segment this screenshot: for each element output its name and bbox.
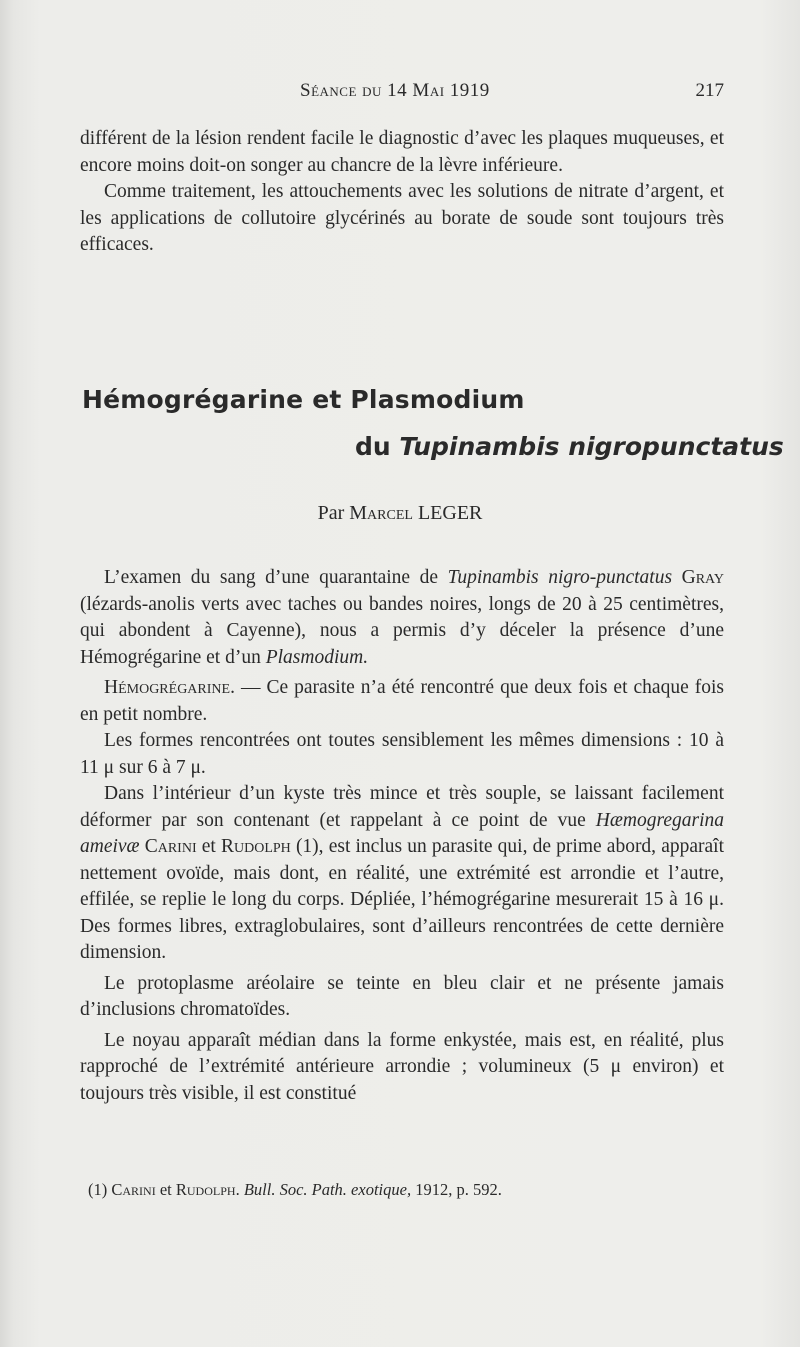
paragraph: différent de la lésion rendent facile le diagnostic d’avec les plaques muqueuses, et encore moins doit-on songer au chancre de la lèvre inférieure.: [80, 128, 724, 176]
article-title-line2: [355, 432, 784, 461]
running-header: [80, 80, 724, 110]
paragraph: Comme traitement, les attouchements avec les solutions de nitrate d’argent, et les applications de collutoire glycérinés au borate de soude sont toujours très efficaces.: [80, 181, 724, 255]
author-firstname: Marcel: [349, 502, 413, 524]
paragraph: Le protoplasme aréolaire se teinte en bleu clair et ne présente jamais d’inclusions chromatoïdes.: [80, 972, 724, 1020]
paragraph: Le noyau apparaît médian dans la forme enkystée, mais est, en réalité, plus rapproché de l’extrémité antérieure arrondie ; volumineux (5 μ environ) et toujours très visible, il est constitué: [80, 1029, 724, 1104]
byline: [0, 502, 800, 525]
species-name: Hæmogregarina ameivæ: [80, 809, 724, 857]
footnote: [88, 1180, 502, 1200]
page-number: 217: [695, 80, 724, 101]
author-name: Rudolph.: [175, 1180, 240, 1199]
species-name: Tupinambis nigro-punctatus: [447, 567, 673, 588]
byline-prefix: Par: [317, 502, 350, 524]
text-run: 1912, p. 592.: [411, 1180, 502, 1199]
article-title-line1: Hémogrégarine et Plasmodium: [82, 385, 525, 414]
text-run: (lézards-anolis verts avec taches ou bandes noires, longs de 20 à 25 centimètres, qui abondent à Cayenne), nous a permis d’y déceler la présence d’une Hémogrégarine et d’un: [80, 593, 724, 668]
text-run: (1), est inclus un parasite qui, de prime abord, apparaît nettement ovoïde, mais dont, en réalité, une extrémité est arrondie et l’autre, effilée, se replie le long du corps. Dépliée, l’hémogrégarine mesurerait 15 à 16 μ. Des formes libres, extraglobulaires, sont d’ailleurs rencontrées de cette dernière dimension.: [80, 836, 724, 963]
text-run: L’examen du sang d’une quarantaine de: [104, 567, 448, 588]
author-name: Carini: [139, 836, 197, 857]
author-name: Carini: [111, 1180, 156, 1199]
author-surname: LEGER: [412, 502, 483, 524]
article-body: [80, 565, 724, 1107]
footnote-marker: (1): [88, 1180, 112, 1199]
author-name: Gray: [681, 567, 724, 588]
genus-name: Plasmodium.: [265, 646, 369, 668]
running-title: Séance du 14 Mai 1919: [300, 80, 490, 101]
paragraph: Les formes rencontrées ont toutes sensiblement les mêmes dimensions : 10 à 11 μ sur 6 à 7 μ.: [80, 730, 724, 778]
author-name: Rudolph: [221, 836, 291, 857]
title-prefix: du: [355, 432, 400, 461]
continuation-text: [80, 126, 724, 259]
paragraph: [80, 781, 724, 967]
paragraph: [80, 675, 724, 728]
text-run: et: [196, 836, 221, 857]
paragraph: [80, 565, 724, 671]
text-run: et: [155, 1180, 176, 1199]
section-heading: Hémogrégarine.: [104, 677, 235, 698]
text-run: — Ce parasite n’a été rencontré que deux fois et chaque fois en petit nombre.: [80, 677, 724, 725]
journal-title: Bull. Soc. Path. exotique,: [239, 1180, 412, 1199]
species-name: Tupinambis nigropunctatus: [399, 432, 784, 461]
text-run: Dans l’intérieur d’un kyste très mince et très souple, se laissant facilement déformer par son contenant (et rappelant à ce point de vue: [80, 783, 724, 831]
